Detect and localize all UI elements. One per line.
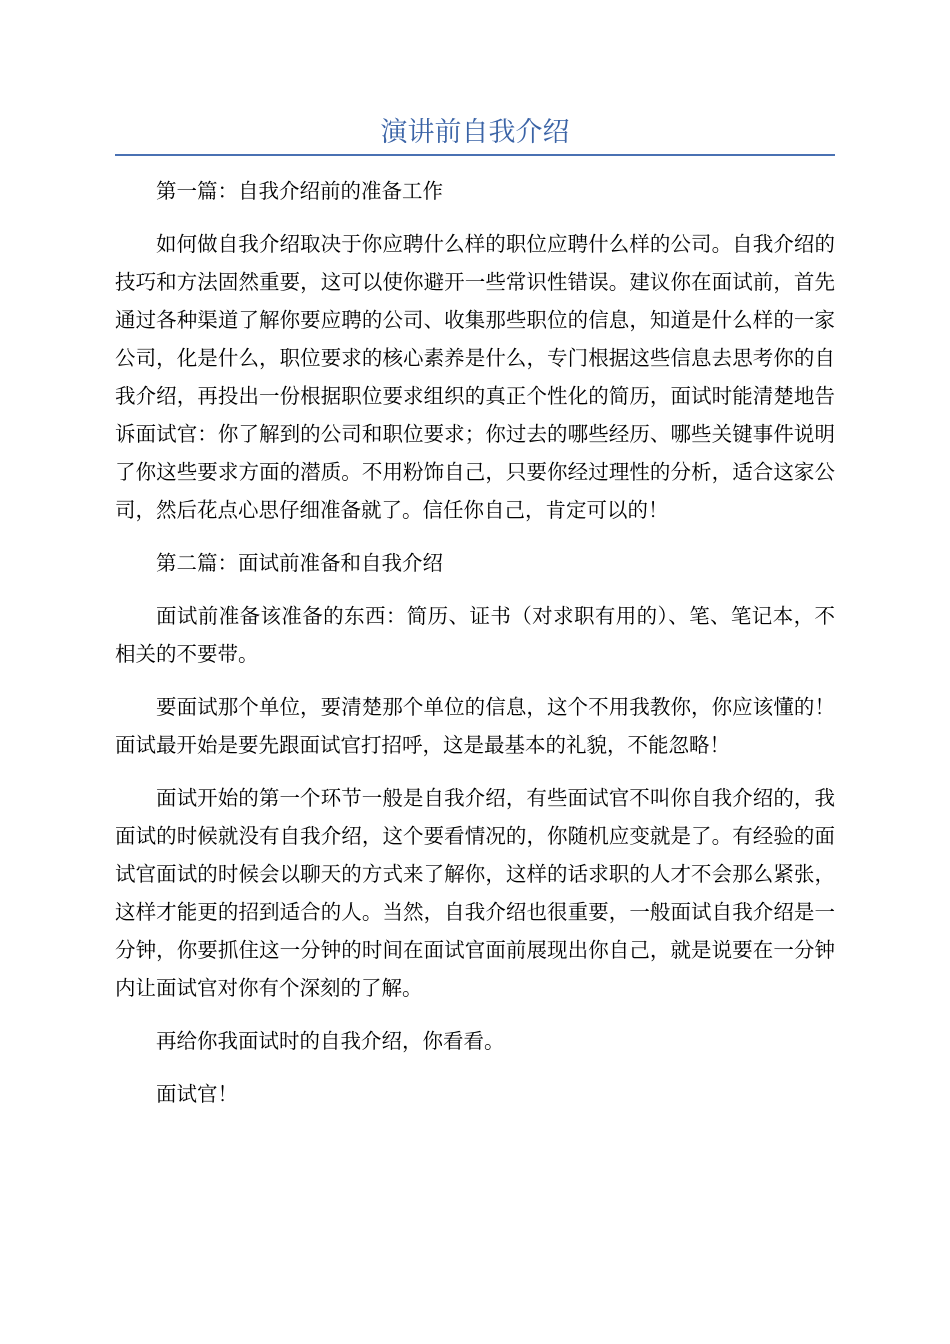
paragraph-6: 面试官！ [156,1082,238,1106]
section-heading-2: 第二篇：面试前准备和自我介绍 [156,551,443,575]
section-heading-1: 第一篇：自我介绍前的准备工作 [156,179,443,203]
document-body [115,172,835,1113]
document-title: 演讲前自我介绍 [380,117,570,148]
paragraph-1: 如何做自我介绍取决于你应聘什么样的职位应聘什么样的公司。自我介绍的技巧和方法固然重要，这可以使你避开一些常识性错误。建议你在面试前，首先通过各种渠道了解你要应聘的公司、收集那些职位的信息，知道是什么样的一家公司，化是什么，职位要求的核心素养是什么，专门根据这些信息去思考你的自我介绍，再投出一份根据职位要求组织的真正个性化的简历，面试时能清楚地告诉面试官：你了解到的公司和职位要求；你过去的哪些经历、哪些关键事件说明了你这些要求方面的潜质。不用粉饰自己，只要你经过理性的分析，适合这家公司，然后花点心思仔细准备就了。信任你自己，肯定可以的！ [115,232,835,522]
paragraph-4: 面试开始的第一个环节一般是自我介绍，有些面试官不叫你自我介绍的，我面试的时候就没有自我介绍，这个要看情况的，你随机应变就是了。有经验的面试官面试的时候会以聊天的方式来了解你，这样的话求职的人才不会那么紧张，这样才能更的招到适合的人。当然，自我介绍也很重要，一般面试自我介绍是一分钟，你要抓住这一分钟的时间在面试官面前展现出你自己，就是说要在一分钟内让面试官对你有个深刻的了解。 [115,786,835,1000]
paragraph-3: 要面试那个单位，要清楚那个单位的信息，这个不用我教你，你应该懂的！面试最开始是要先跟面试官打招呼，这是最基本的礼貌，不能忽略！ [115,695,835,757]
title-underline [115,154,835,156]
paragraph-2: 面试前准备该准备的东西：简历、证书（对求职有用的）、笔、笔记本，不相关的不要带。 [115,604,835,666]
paragraph-5: 再给你我面试时的自我介绍，你看看。 [156,1029,505,1053]
